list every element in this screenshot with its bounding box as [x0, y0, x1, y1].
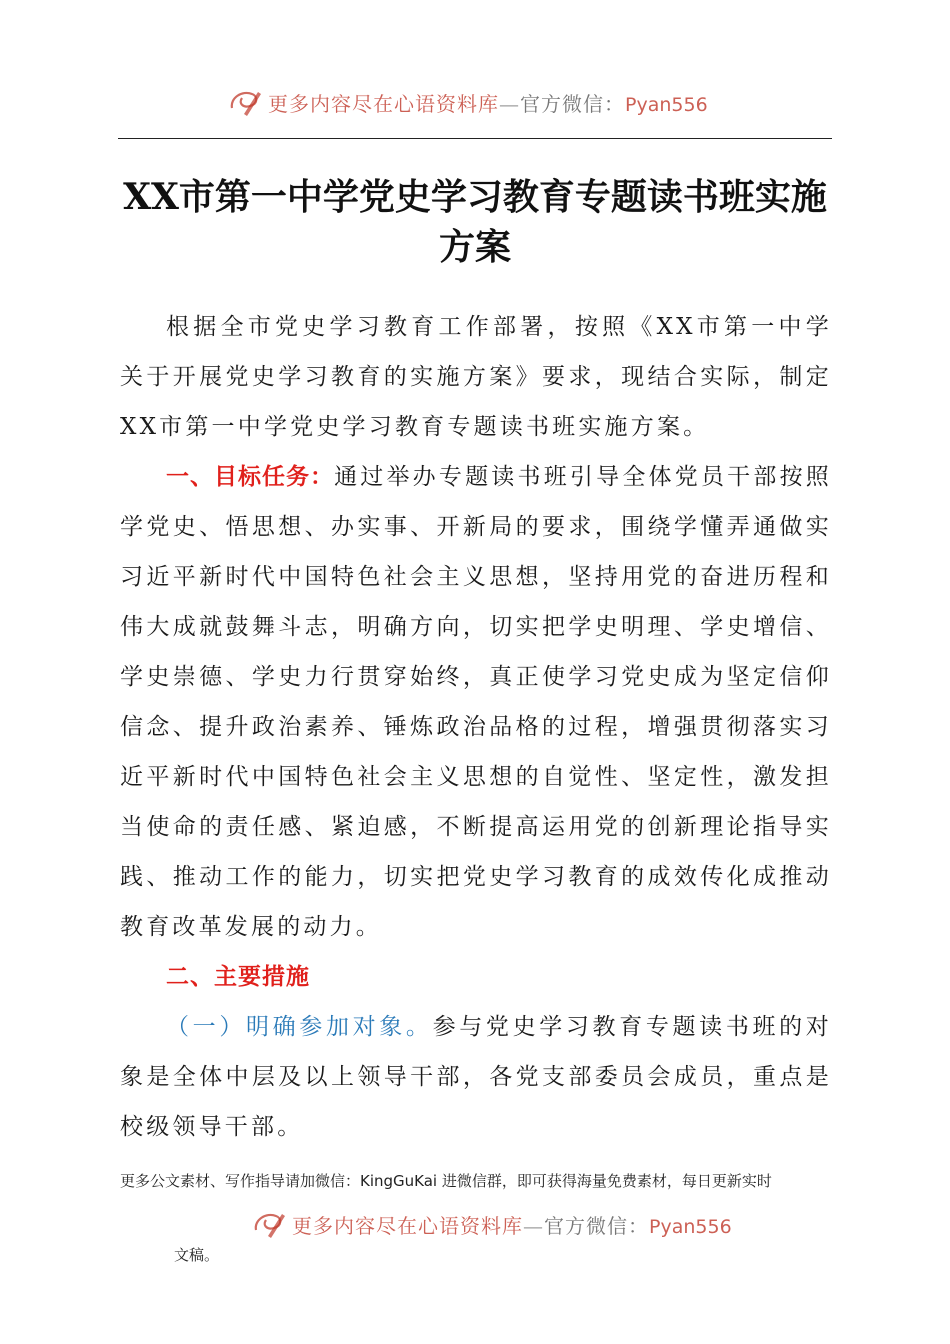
pen-swirl-logo-icon	[252, 1208, 288, 1240]
section-heading-goals: 一、目标任务：	[166, 464, 335, 490]
measures-heading-paragraph	[120, 952, 832, 1002]
document-body	[120, 302, 832, 1152]
section-heading-measures: 二、主要措施	[166, 964, 310, 990]
goal-paragraph: 一、目标任务：通过举办专题读书班引导全体党员干部按照学党史、悟思想、办实事、开新局的要求，围绕学懂弄通做实习近平新时代中国特色社会主义思想，坚持用党的奋进历程和伟大成就鼓舞斗志，明确方向，切实把学史明理、学史增信、学史崇德、学史力行贯穿始终，真正使学习党史成为坚定信仰信念、提升政治素养、锤炼政治品格的过程，增强贯彻落实习近平新时代中国特色社会主义思想的自觉性、坚定性，激发担当使命的责任感、紧迫感，不断提高运用党的创新理论指导实践、推动工作的能力，切实把党史学习教育的成效传化成推动教育改革发展的动力。	[120, 464, 832, 940]
top-watermark	[228, 86, 708, 118]
footer-note: 更多公文素材、写作指导请加微信：KingGuKai 进微信群，即可获得海量免费素材，每日更新实时	[120, 1172, 772, 1190]
watermark-text: 更多内容尽在心语资料库—官方微信：Pyan556	[292, 1213, 732, 1238]
subheading-participants: （一）明确参加对象。	[166, 1014, 433, 1040]
watermark-text: 更多内容尽在心语资料库—官方微信：Pyan556	[268, 91, 708, 116]
header-divider	[118, 138, 832, 139]
footer-note-continuation: 文稿。	[174, 1246, 220, 1264]
intro-paragraph: 根据全市党史学习教育工作部署，按照《XX市第一中学关于开展党史学习教育的实施方案》要求，现结合实际，制定XX市第一中学党史学习教育专题读书班实施方案。	[120, 314, 832, 440]
bottom-watermark	[252, 1208, 732, 1240]
participants-paragraph: （一）明确参加对象。参与党史学习教育专题读书班的对象是全体中层及以上领导干部，各党支部委员会成员，重点是校级领导干部。	[120, 1014, 833, 1140]
pen-swirl-logo-icon	[228, 86, 264, 118]
document-title: XX市第一中学党史学习教育专题读书班实施方案	[123, 176, 827, 268]
